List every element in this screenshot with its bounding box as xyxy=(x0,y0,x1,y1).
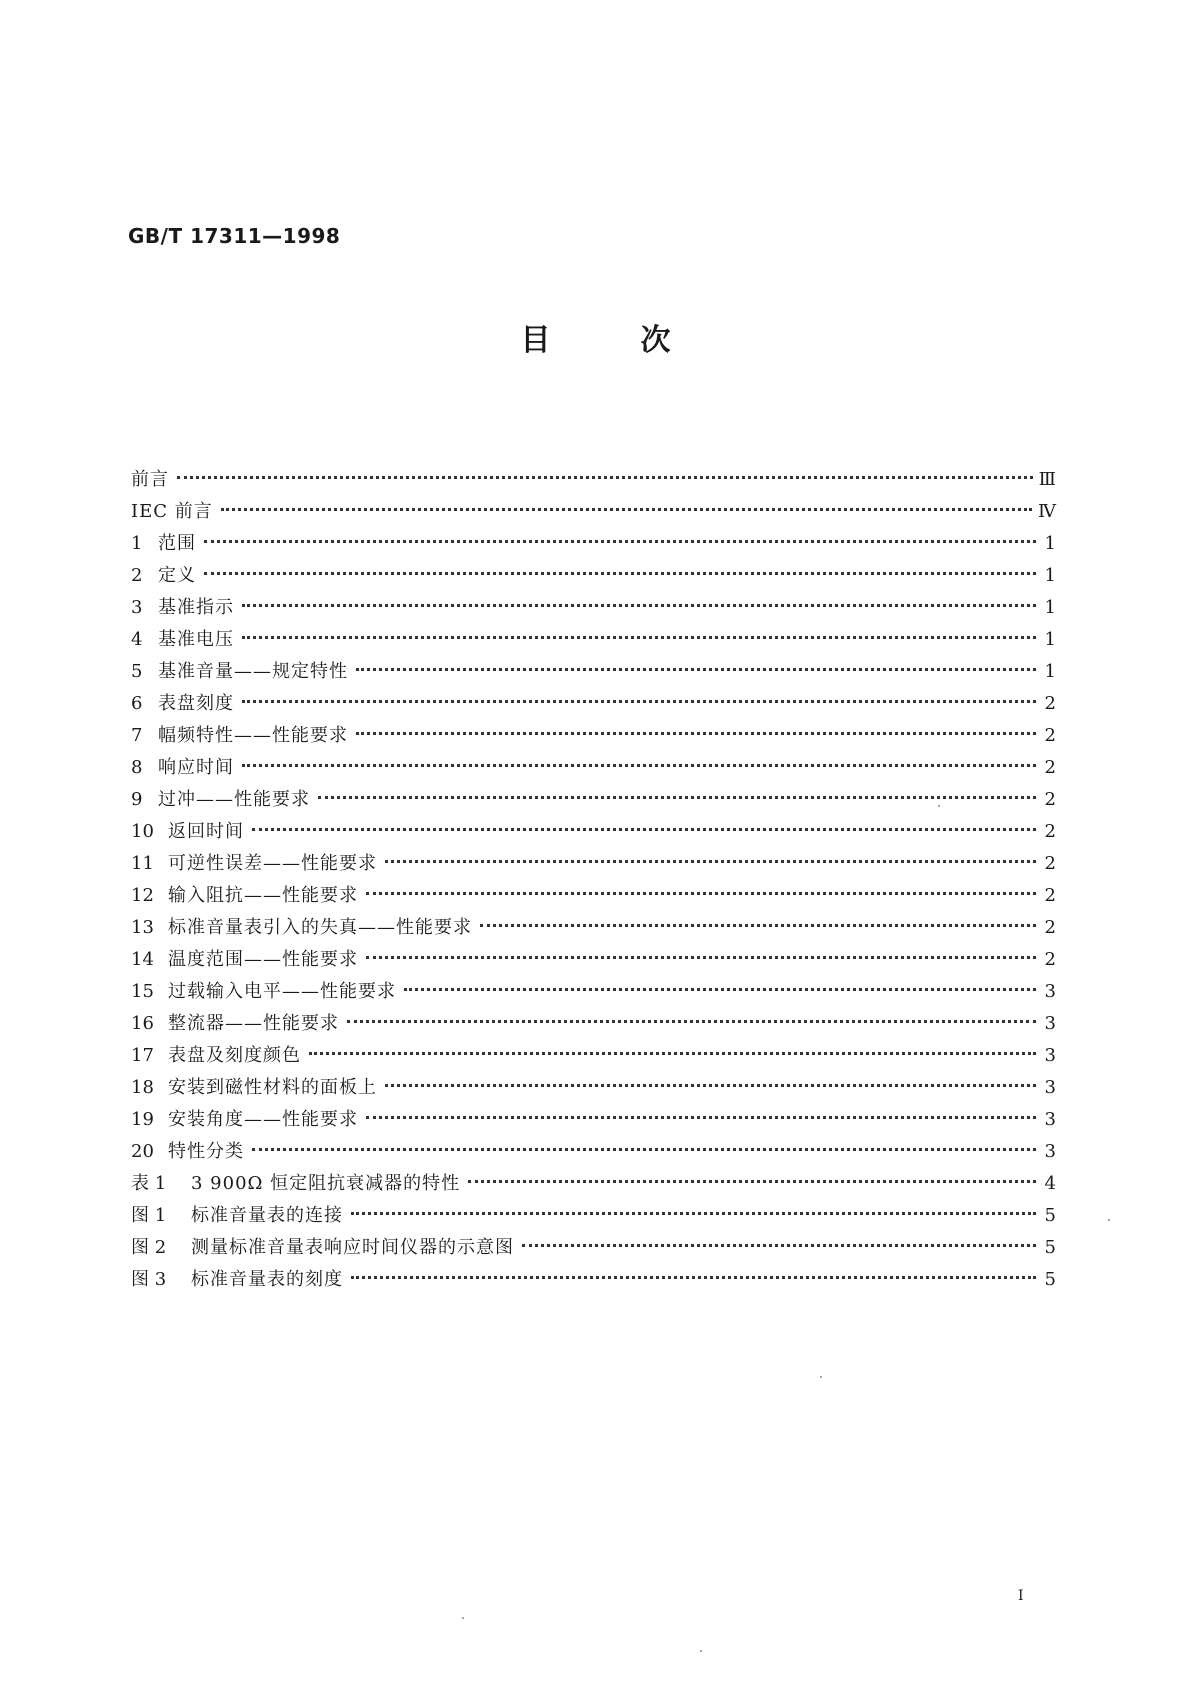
toc-entry-label: 标准音量表引入的失真——性能要求 xyxy=(168,917,472,938)
toc-entry-label: 输入阻抗——性能要求 xyxy=(168,885,358,906)
toc-entry-number: 13 xyxy=(131,917,154,938)
toc-dot-leader xyxy=(252,828,1036,831)
toc-entry-label: 安装角度——性能要求 xyxy=(168,1109,358,1130)
toc-dot-leader xyxy=(404,988,1036,991)
toc-entry-label: 响应时间 xyxy=(158,757,234,778)
toc-dot-leader xyxy=(468,1180,1036,1183)
toc-entry-page: 5 xyxy=(1044,1269,1056,1290)
toc-entry-number: 9 xyxy=(131,789,143,810)
toc-entry[interactable] xyxy=(131,848,1056,880)
toc-entry[interactable] xyxy=(131,464,1056,496)
toc-entry-number: 3 xyxy=(131,597,143,618)
toc-dot-leader xyxy=(366,1116,1036,1119)
toc-entry-label: 返回时间 xyxy=(168,821,244,842)
toc-entry-label: 可逆性误差——性能要求 xyxy=(168,853,377,874)
toc-dot-leader xyxy=(347,1020,1036,1023)
toc-entry-page: 5 xyxy=(1044,1237,1056,1258)
toc-dot-leader xyxy=(385,1084,1036,1087)
toc-entry-page: 2 xyxy=(1044,949,1056,970)
toc-dot-leader xyxy=(480,924,1036,927)
toc-dot-leader xyxy=(366,892,1036,895)
toc-entry-number: 图 3 xyxy=(131,1269,167,1290)
toc-entry[interactable] xyxy=(131,624,1056,656)
toc-entry[interactable] xyxy=(131,592,1056,624)
toc-entry-number: 图 2 xyxy=(131,1237,167,1258)
toc-entry-number: 5 xyxy=(131,661,143,682)
toc-entry-page: 1 xyxy=(1044,661,1056,682)
toc-entry[interactable] xyxy=(131,1168,1056,1200)
toc-entry-number: 图 1 xyxy=(131,1205,167,1226)
toc-entry[interactable] xyxy=(131,784,1056,816)
toc-entry-number: 10 xyxy=(131,821,154,842)
toc-title-right: 次 xyxy=(640,323,671,358)
toc-entry[interactable] xyxy=(131,944,1056,976)
toc-entry-number: 19 xyxy=(131,1109,154,1130)
scan-speck xyxy=(1108,1219,1110,1221)
toc-entry[interactable] xyxy=(131,1104,1056,1136)
toc-entry-label: 表盘及刻度颜色 xyxy=(168,1045,301,1066)
toc-dot-leader xyxy=(221,508,1032,511)
toc-entry-number: 17 xyxy=(131,1045,154,1066)
toc-entry-page: 2 xyxy=(1044,757,1056,778)
scan-speck xyxy=(700,1650,702,1652)
toc-entry-page: 1 xyxy=(1044,533,1056,554)
toc-dot-leader xyxy=(242,604,1036,607)
toc-entry-number: 2 xyxy=(131,565,143,586)
toc-entry-number: 14 xyxy=(131,949,154,970)
toc-entry-page: 3 xyxy=(1044,1013,1056,1034)
toc-entry[interactable] xyxy=(131,656,1056,688)
toc-entry-number: 20 xyxy=(131,1141,154,1162)
toc-entry-label: 表盘刻度 xyxy=(158,693,234,714)
toc-dot-leader xyxy=(204,540,1036,543)
toc-entry-number: 8 xyxy=(131,757,143,778)
toc-entry-label: 整流器——性能要求 xyxy=(168,1013,339,1034)
toc-entry[interactable] xyxy=(131,752,1056,784)
toc-dot-leader xyxy=(318,796,1036,799)
toc-entry[interactable] xyxy=(131,816,1056,848)
toc-entry-page: 3 xyxy=(1044,1109,1056,1130)
toc-entry[interactable] xyxy=(131,912,1056,944)
toc-dot-leader xyxy=(242,764,1036,767)
toc-entry-page: 1 xyxy=(1044,565,1056,586)
scan-speck xyxy=(462,1617,464,1619)
toc-entry[interactable] xyxy=(131,528,1056,560)
toc-dot-leader xyxy=(356,732,1036,735)
toc-entry-page: Ⅲ xyxy=(1038,469,1056,490)
toc-entry-number: 12 xyxy=(131,885,154,906)
toc-entry[interactable] xyxy=(131,1072,1056,1104)
toc-entry-label: 安装到磁性材料的面板上 xyxy=(168,1077,377,1098)
toc-entry-label: 范围 xyxy=(158,533,196,554)
standard-number: GB/T 17311—1998 xyxy=(128,224,341,248)
toc-dot-leader xyxy=(385,860,1036,863)
toc-entry-number: 4 xyxy=(131,629,143,650)
toc-entry[interactable] xyxy=(131,720,1056,752)
toc-entry-number: 15 xyxy=(131,981,154,1002)
toc-dot-leader xyxy=(356,668,1036,671)
toc-entry-label: 过载输入电平——性能要求 xyxy=(168,981,396,1002)
toc-entry-page: 2 xyxy=(1044,853,1056,874)
toc-entry-page: 1 xyxy=(1044,597,1056,618)
scan-speck xyxy=(938,805,940,807)
toc-entry-label: 3 900Ω 恒定阻抗衰减器的特性 xyxy=(191,1173,461,1194)
toc-entry[interactable] xyxy=(131,880,1056,912)
toc-entry-page: 2 xyxy=(1044,821,1056,842)
toc-dot-leader xyxy=(252,1148,1036,1151)
toc-entry-label: 测量标准音量表响应时间仪器的示意图 xyxy=(191,1237,514,1258)
toc-dot-leader xyxy=(242,636,1036,639)
toc-entry-page: 2 xyxy=(1044,789,1056,810)
toc-entry-label: 基准电压 xyxy=(158,629,234,650)
toc-title-left: 目 xyxy=(520,323,551,358)
toc-entry-number: 18 xyxy=(131,1077,154,1098)
toc-entry-page: 3 xyxy=(1044,981,1056,1002)
toc-dot-leader xyxy=(177,476,1033,479)
toc-list xyxy=(131,464,1056,1296)
toc-entry-label: 前言 xyxy=(131,469,169,490)
toc-entry-number: 表 1 xyxy=(131,1173,167,1194)
toc-entry-label: 幅频特性——性能要求 xyxy=(158,725,348,746)
toc-entry-number: 11 xyxy=(131,853,154,874)
toc-entry-label: IEC 前言 xyxy=(131,501,213,522)
scan-speck xyxy=(820,1376,822,1378)
toc-entry-label: 标准音量表的刻度 xyxy=(191,1269,343,1290)
toc-entry-page: 3 xyxy=(1044,1045,1056,1066)
toc-entry-page: 5 xyxy=(1044,1205,1056,1226)
toc-entry[interactable] xyxy=(131,1008,1056,1040)
toc-entry-number: 6 xyxy=(131,693,143,714)
toc-entry[interactable] xyxy=(131,1200,1056,1232)
toc-entry-page: 4 xyxy=(1044,1173,1056,1194)
toc-dot-leader xyxy=(366,956,1036,959)
toc-entry-page: Ⅳ xyxy=(1038,501,1056,522)
toc-title xyxy=(0,315,1191,359)
toc-entry[interactable] xyxy=(131,1232,1056,1264)
toc-entry-page: 3 xyxy=(1044,1077,1056,1098)
toc-entry-number: 1 xyxy=(131,533,143,554)
toc-entry-label: 温度范围——性能要求 xyxy=(168,949,358,970)
toc-dot-leader xyxy=(351,1212,1036,1215)
toc-entry-label: 特性分类 xyxy=(168,1141,244,1162)
toc-entry-number: 16 xyxy=(131,1013,154,1034)
toc-dot-leader xyxy=(204,572,1036,575)
toc-entry[interactable] xyxy=(131,1136,1056,1168)
toc-entry[interactable] xyxy=(131,688,1056,720)
page-number: I xyxy=(1018,1588,1024,1604)
toc-entry[interactable] xyxy=(131,1264,1056,1296)
toc-entry-page: 2 xyxy=(1044,693,1056,714)
toc-entry-label: 过冲——性能要求 xyxy=(158,789,310,810)
toc-dot-leader xyxy=(309,1052,1036,1055)
toc-entry[interactable] xyxy=(131,560,1056,592)
toc-entry[interactable] xyxy=(131,1040,1056,1072)
toc-entry-label: 基准指示 xyxy=(158,597,234,618)
toc-entry[interactable] xyxy=(131,496,1056,528)
toc-entry-page: 1 xyxy=(1044,629,1056,650)
toc-entry-label: 定义 xyxy=(158,565,196,586)
toc-dot-leader xyxy=(522,1244,1036,1247)
toc-entry-page: 3 xyxy=(1044,1141,1056,1162)
toc-entry-page: 2 xyxy=(1044,885,1056,906)
toc-entry-page: 2 xyxy=(1044,725,1056,746)
toc-entry-label: 标准音量表的连接 xyxy=(191,1205,343,1226)
toc-dot-leader xyxy=(351,1276,1036,1279)
toc-entry-number: 7 xyxy=(131,725,143,746)
toc-entry[interactable] xyxy=(131,976,1056,1008)
toc-entry-page: 2 xyxy=(1044,917,1056,938)
toc-entry-label: 基准音量——规定特性 xyxy=(158,661,348,682)
toc-dot-leader xyxy=(242,700,1036,703)
